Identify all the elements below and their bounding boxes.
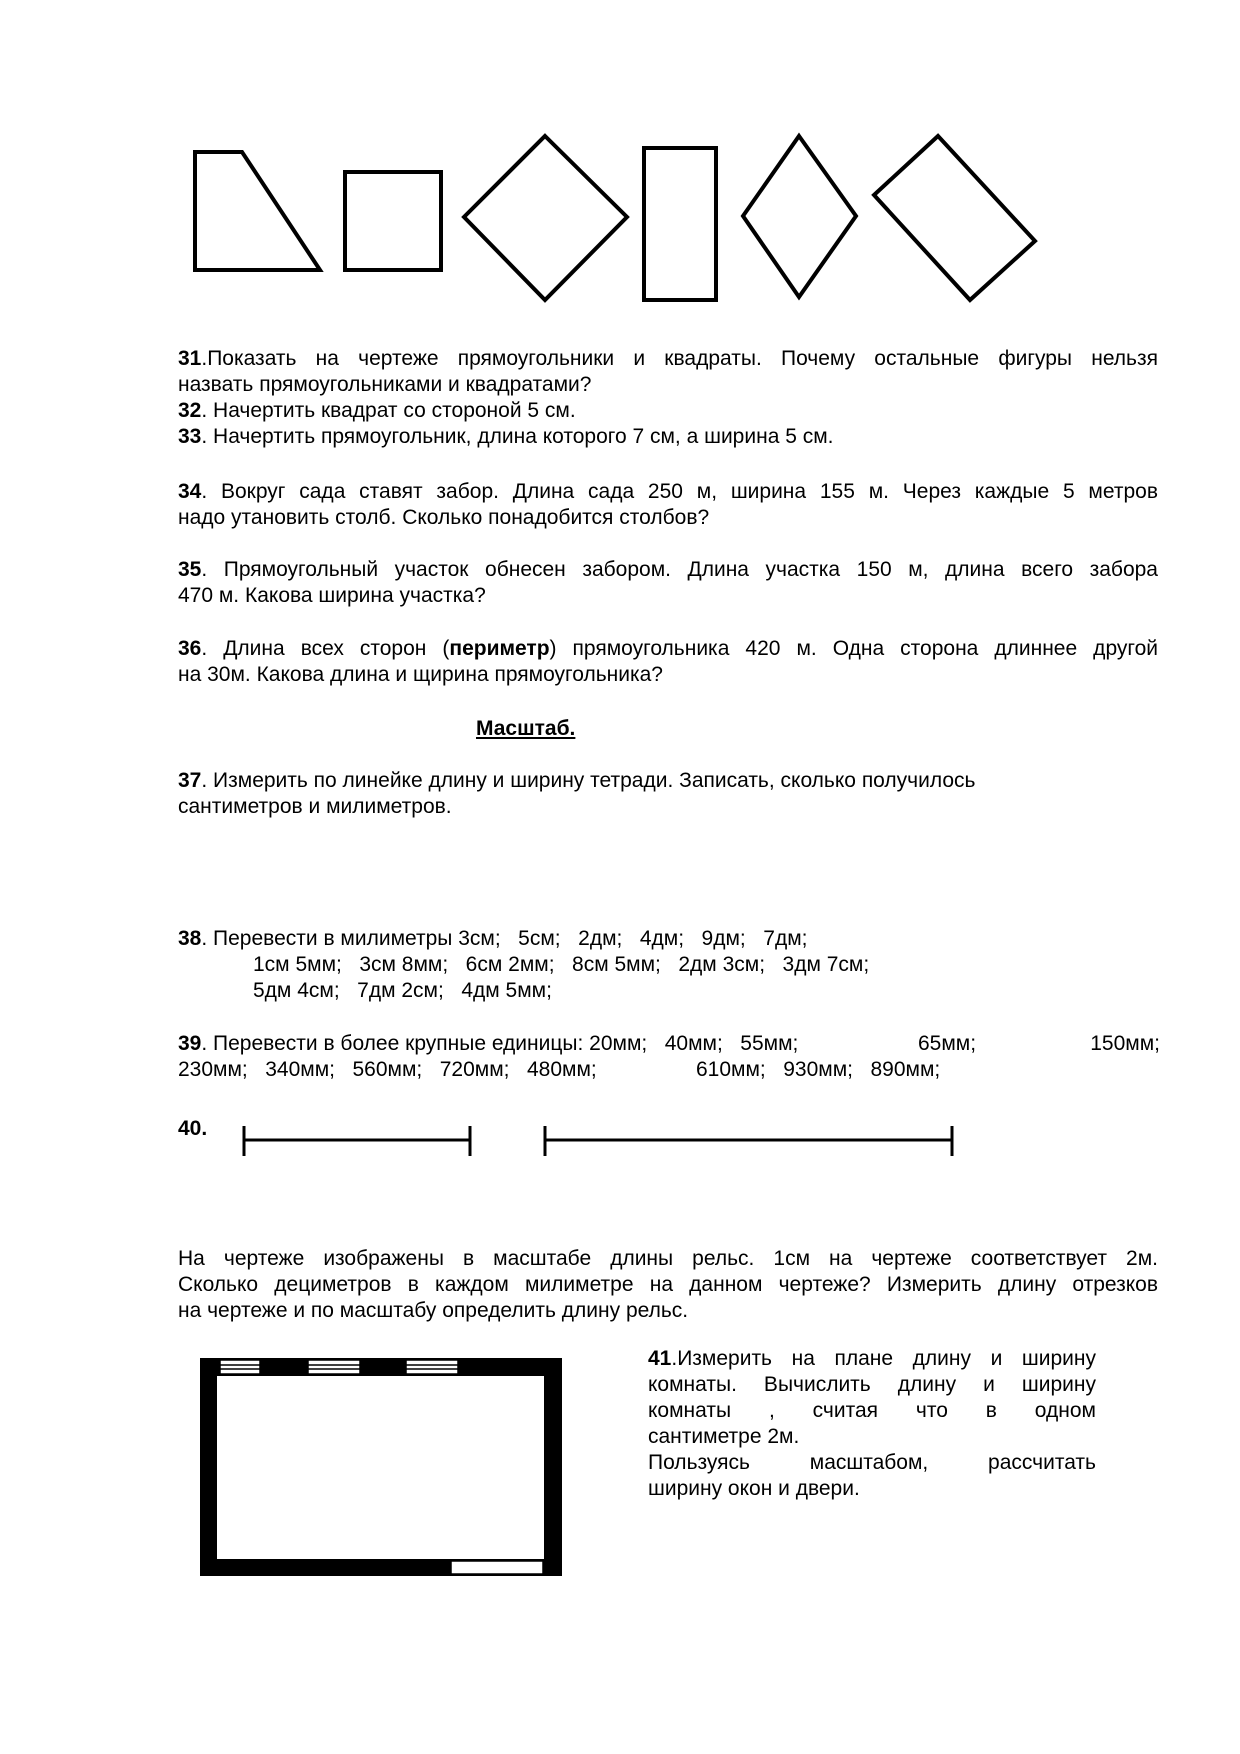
task-32-number: 32	[178, 399, 202, 422]
task-33-number: 33	[178, 425, 202, 448]
task-35-line2: 470 м. Какова ширина участка?	[178, 584, 486, 607]
value-150mm: 150мм;	[1090, 1032, 1160, 1055]
task-41-line5: Пользуясь масштабом, рассчитать	[648, 1451, 1096, 1474]
task-39-line2: 230мм; 340мм; 560мм; 720мм; 480мм; 610мм; 930мм; 890мм;	[178, 1058, 941, 1081]
task-38-number: 38	[178, 927, 202, 950]
rails-line2: Сколько дециметров в каждом милиметре на данном чертеже? Измерить длину отрезков	[178, 1273, 1158, 1296]
task-41-line4: сантиметре 2м.	[648, 1425, 800, 1448]
task-37-line2: сантиметров и милиметров.	[178, 795, 452, 818]
task-41-line3: комнаты , считая что в одном	[648, 1399, 1096, 1422]
task-35-line1: 35. Прямоугольный участок обнесен забором. Длина участка 150 м, длина всего забора	[178, 558, 1158, 581]
section-heading-scale: Масштаб.	[476, 717, 576, 740]
task-38-line1: 38. Перевести в милиметры 3см; 5см; 2дм; 4дм; 9дм; 7дм;	[178, 927, 808, 950]
task-33: 33. Начертить прямоугольник, длина которого 7 см, а ширина 5 см.	[178, 425, 834, 448]
task-40-number: 40.	[178, 1117, 208, 1140]
value-65mm: 65мм;	[918, 1032, 977, 1055]
door	[451, 1561, 543, 1574]
task-34-line1: 34. Вокруг сада ставят забор. Длина сада 250 м, ширина 155 м. Через каждые 5 метров	[178, 480, 1158, 503]
task-41-number: 41	[648, 1347, 672, 1370]
window-2	[308, 1360, 360, 1374]
task-38-line2: 1см 5мм; 3см 8мм; 6см 2мм; 8см 5мм; 2дм 3см; 3дм 7см;	[253, 953, 870, 976]
window-1	[220, 1360, 260, 1374]
window-3	[406, 1360, 458, 1374]
task-37-line1: 37. Измерить по линейке длину и ширину тетради. Записать, сколько получилось	[178, 769, 976, 792]
task-36-line2: на 30м. Какова длина и щирина прямоугольника?	[178, 663, 663, 686]
task-34-number: 34	[178, 480, 202, 503]
task-35-number: 35	[178, 558, 202, 581]
task-31-line1: 31.Показать на чертеже прямоугольники и квадраты. Почему остальные фигуры нельзя	[178, 347, 1158, 370]
task-32: 32. Начертить квадрат со стороной 5 см.	[178, 399, 576, 422]
rails-line3: на чертеже и по масштабу определить длину рельс.	[178, 1299, 689, 1322]
task-41-line1: 41.Измерить на плане длину и ширину	[648, 1347, 1096, 1370]
task-34-line2: надо утановить столб. Сколько понадобится столбов?	[178, 506, 710, 529]
task-31-number: 31	[178, 347, 202, 370]
task-38-line3: 5дм 4см; 7дм 2см; 4дм 5мм;	[253, 979, 552, 1002]
task-36-number: 36	[178, 637, 202, 660]
task-36-line1: 36. Длина всех сторон (периметр) прямоугольника 420 м. Одна сторона длиннее другой	[178, 637, 1158, 660]
task-41-line6: ширину окон и двери.	[648, 1477, 860, 1500]
task-37-number: 37	[178, 769, 202, 792]
task-31-line2: назвать прямоугольниками и квадратами?	[178, 373, 592, 396]
task-39-number: 39	[178, 1032, 202, 1055]
rails-line1: На чертеже изображены в масштабе длины рельс. 1см на чертеже соответствует 2м.	[178, 1247, 1158, 1270]
task-39-line2-tail: 610мм; 930мм; 890мм;	[696, 1058, 941, 1081]
room-floor	[217, 1376, 544, 1559]
task-41-line2: комнаты. Вычислить длину и ширину	[648, 1373, 1096, 1396]
task-39-line1: 39. Перевести в более крупные единицы: 20мм; 40мм; 55мм; 65мм; 150мм;	[178, 1032, 1160, 1055]
perimeter-term: периметр	[449, 637, 550, 660]
task-41	[648, 1346, 1096, 1502]
